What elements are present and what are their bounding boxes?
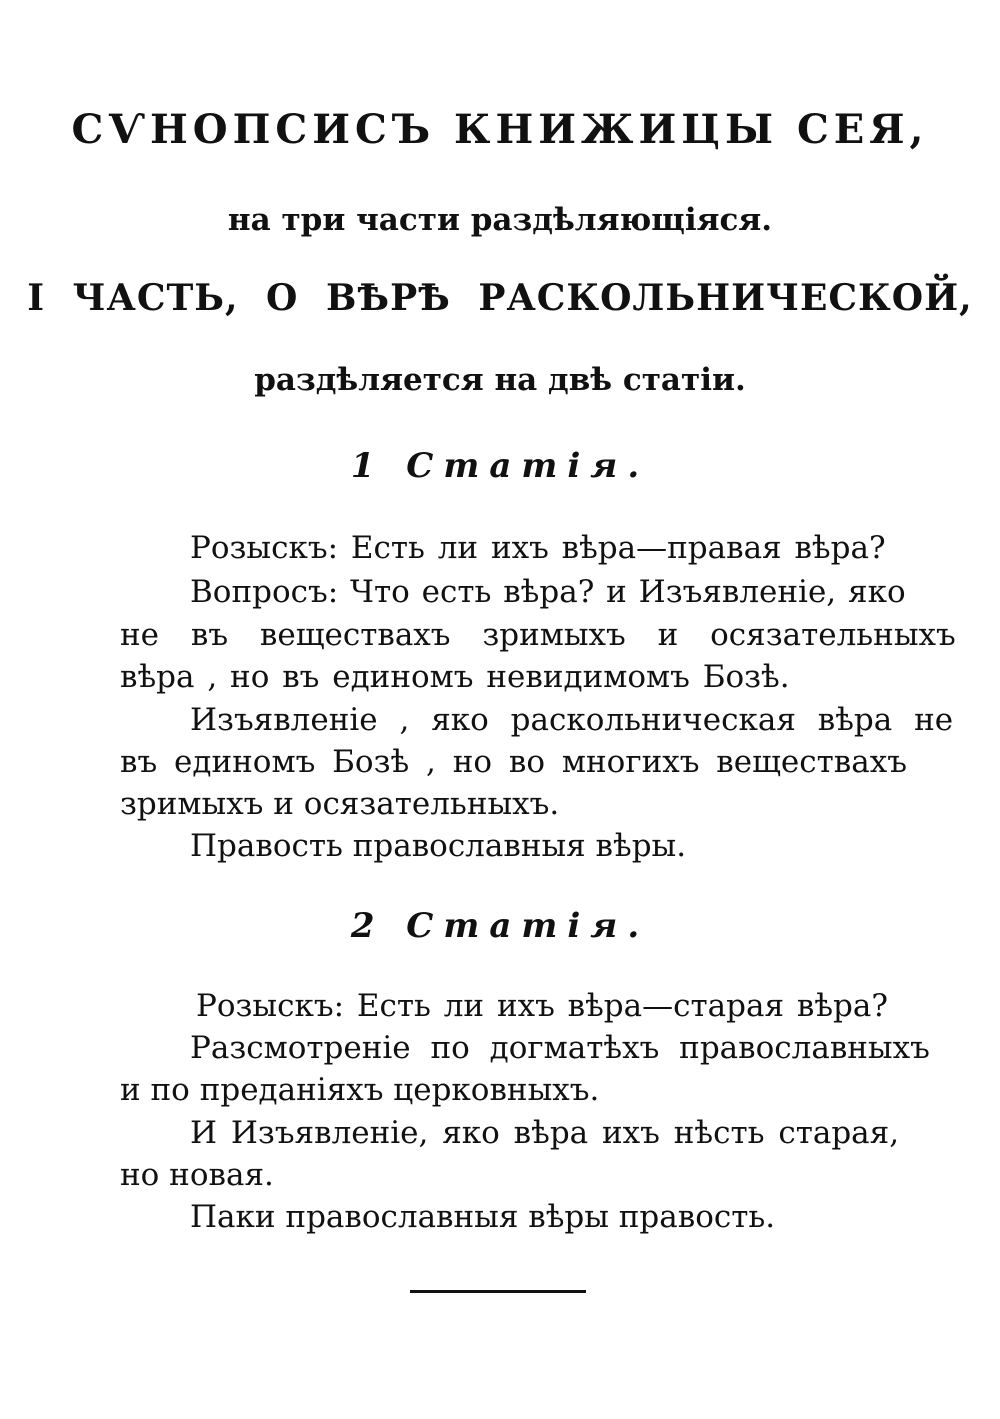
- article-1-line: не въ веществахъ зримыхъ и осязательныхъ: [120, 617, 956, 653]
- article-2-line: и по преданіяхъ церковныхъ.: [120, 1072, 600, 1108]
- closing-rule: [410, 1290, 586, 1293]
- article-1-line: Вопросъ: Что есть вѣра? и Изъявленіе, яко: [190, 574, 906, 610]
- article-2-line: И Изъявленіе, яко вѣра ихъ нѣсть старая,: [190, 1115, 900, 1151]
- article-2-heading: 2 Статія.: [350, 906, 650, 946]
- article-2-line: но новая.: [120, 1157, 274, 1193]
- article-1-line: Правость православныя вѣры.: [190, 828, 687, 864]
- page-subtitle: на три части раздѣляющіяся.: [227, 202, 773, 238]
- article-1-line: Розыскъ: Есть ли ихъ вѣра—правая вѣра?: [190, 530, 886, 566]
- article-2-line: Паки православныя вѣры правость.: [190, 1199, 776, 1235]
- part-heading: I ЧАСТЬ, О ВѢРѢ РАСКОЛЬНИЧЕСКОЙ,: [27, 277, 973, 319]
- article-1-line: зримыхъ и осязательныхъ.: [120, 786, 560, 822]
- article-1-line: Изъявленіе , яко раскольническая вѣра не: [190, 702, 954, 738]
- part-subheading: раздѣляется на двѣ статіи.: [254, 362, 746, 398]
- article-2-line: Разсмотреніе по догматѣхъ православныхъ: [190, 1030, 930, 1066]
- article-2-line: Розыскъ: Есть ли ихъ вѣра—старая вѣра?: [196, 988, 888, 1024]
- article-1-line: вѣра , но въ единомъ невидимомъ Бозѣ.: [120, 659, 790, 695]
- article-1-line: въ единомъ Бозѣ , но во многихъ веществахъ: [120, 744, 907, 780]
- page-title: СѴНОПСИСЪ КНИЖИЦЫ СЕЯ,: [71, 106, 929, 153]
- article-1-heading: 1 Статія.: [350, 446, 650, 486]
